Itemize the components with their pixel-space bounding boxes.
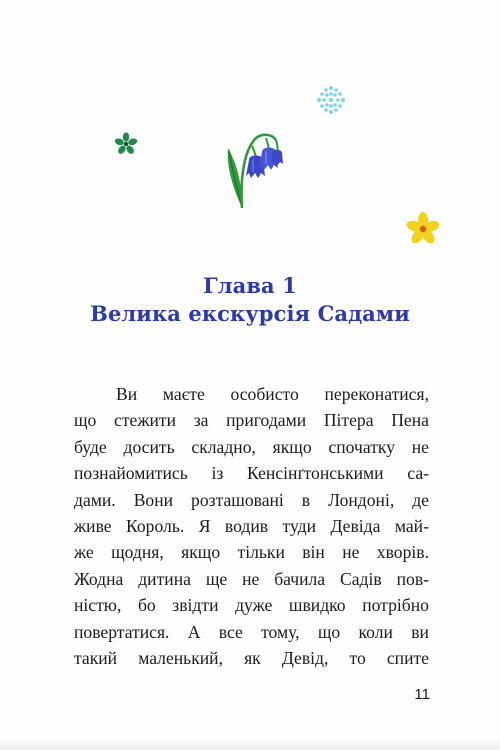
word: де	[412, 489, 429, 510]
word: май-	[394, 515, 429, 536]
word: Пітера	[323, 410, 374, 431]
word: коли	[358, 621, 393, 642]
word: бо	[137, 595, 156, 616]
text-line	[74, 513, 429, 539]
text-line	[74, 381, 429, 407]
word: живе	[74, 515, 112, 536]
word: як	[244, 647, 261, 668]
chapter-title: Велика екскурсія Садами	[90, 301, 410, 326]
word: спите	[386, 647, 429, 668]
word: туди	[282, 515, 316, 536]
word: Кенсінґтонськими	[247, 463, 384, 484]
chapter-heading	[0, 272, 500, 328]
word: із	[211, 463, 224, 484]
word: бачила	[274, 568, 326, 589]
word: щодня,	[111, 542, 164, 563]
word: маленький,	[138, 647, 223, 668]
word: все	[218, 621, 243, 642]
word: маєте	[162, 384, 205, 404]
text-line	[74, 592, 429, 618]
word: хворів.	[376, 542, 429, 563]
word: Король.	[126, 515, 185, 536]
word: са-	[407, 463, 429, 484]
text-line	[74, 434, 429, 460]
word: потрібно	[362, 595, 429, 616]
word: спочатку	[328, 436, 395, 457]
word: складно,	[191, 436, 256, 457]
word: що	[74, 410, 97, 431]
word: Садів	[340, 568, 382, 589]
word: він	[302, 542, 325, 563]
word: Вони	[133, 489, 174, 510]
body-paragraph	[74, 381, 429, 671]
word: ністю,	[74, 595, 122, 616]
text-line	[74, 619, 429, 645]
text-line	[74, 539, 429, 565]
green-star-flower-icon	[114, 132, 138, 156]
word: Я	[198, 515, 211, 536]
word: переконатися,	[324, 384, 429, 404]
word: досить	[123, 436, 175, 457]
word: пов-	[396, 568, 429, 589]
text-line	[74, 407, 429, 433]
word: в	[301, 489, 311, 510]
word: якщо	[272, 436, 312, 457]
bluebell-icon	[222, 128, 284, 210]
word: якщо	[181, 542, 221, 563]
word: познайомитись	[74, 463, 188, 484]
word: А	[187, 621, 201, 642]
text-line	[74, 645, 429, 671]
text-line	[74, 566, 429, 592]
word: Девід,	[281, 647, 329, 668]
word: ви	[411, 621, 429, 642]
word: же	[74, 542, 94, 563]
word: дами.	[74, 489, 116, 510]
word: не	[242, 568, 260, 589]
word: Ви	[116, 384, 138, 404]
word: стежити	[114, 410, 177, 431]
word: тільки	[237, 542, 285, 563]
word: дуже	[235, 595, 273, 616]
word: водив	[224, 515, 269, 536]
word: повертатися.	[74, 621, 170, 642]
word: дитина	[138, 568, 191, 589]
word: особисто	[230, 384, 299, 404]
word: пригодами	[226, 410, 307, 431]
word: розташовані	[191, 489, 284, 510]
word: буде	[74, 436, 107, 457]
word: за	[193, 410, 209, 431]
word: то	[349, 647, 366, 668]
snowflake-icon	[315, 84, 347, 116]
word: Жодна	[74, 568, 124, 589]
word: такий	[74, 647, 118, 668]
word: що	[317, 621, 341, 642]
word: тому,	[261, 621, 300, 642]
word: Девіда	[330, 515, 381, 536]
page-number: 11	[414, 686, 430, 703]
word: ще	[205, 568, 228, 589]
word: Пена	[391, 410, 429, 431]
yellow-flower-icon	[406, 212, 440, 246]
text-line	[74, 487, 429, 513]
word: звідти	[172, 595, 219, 616]
word: швидко	[288, 595, 346, 616]
word: Лондоні,	[328, 489, 395, 510]
word: не	[411, 436, 429, 457]
chapter-number: Глава 1	[203, 273, 297, 298]
text-line	[74, 460, 429, 486]
page-bottom-edge	[0, 738, 500, 750]
word: не	[342, 542, 360, 563]
